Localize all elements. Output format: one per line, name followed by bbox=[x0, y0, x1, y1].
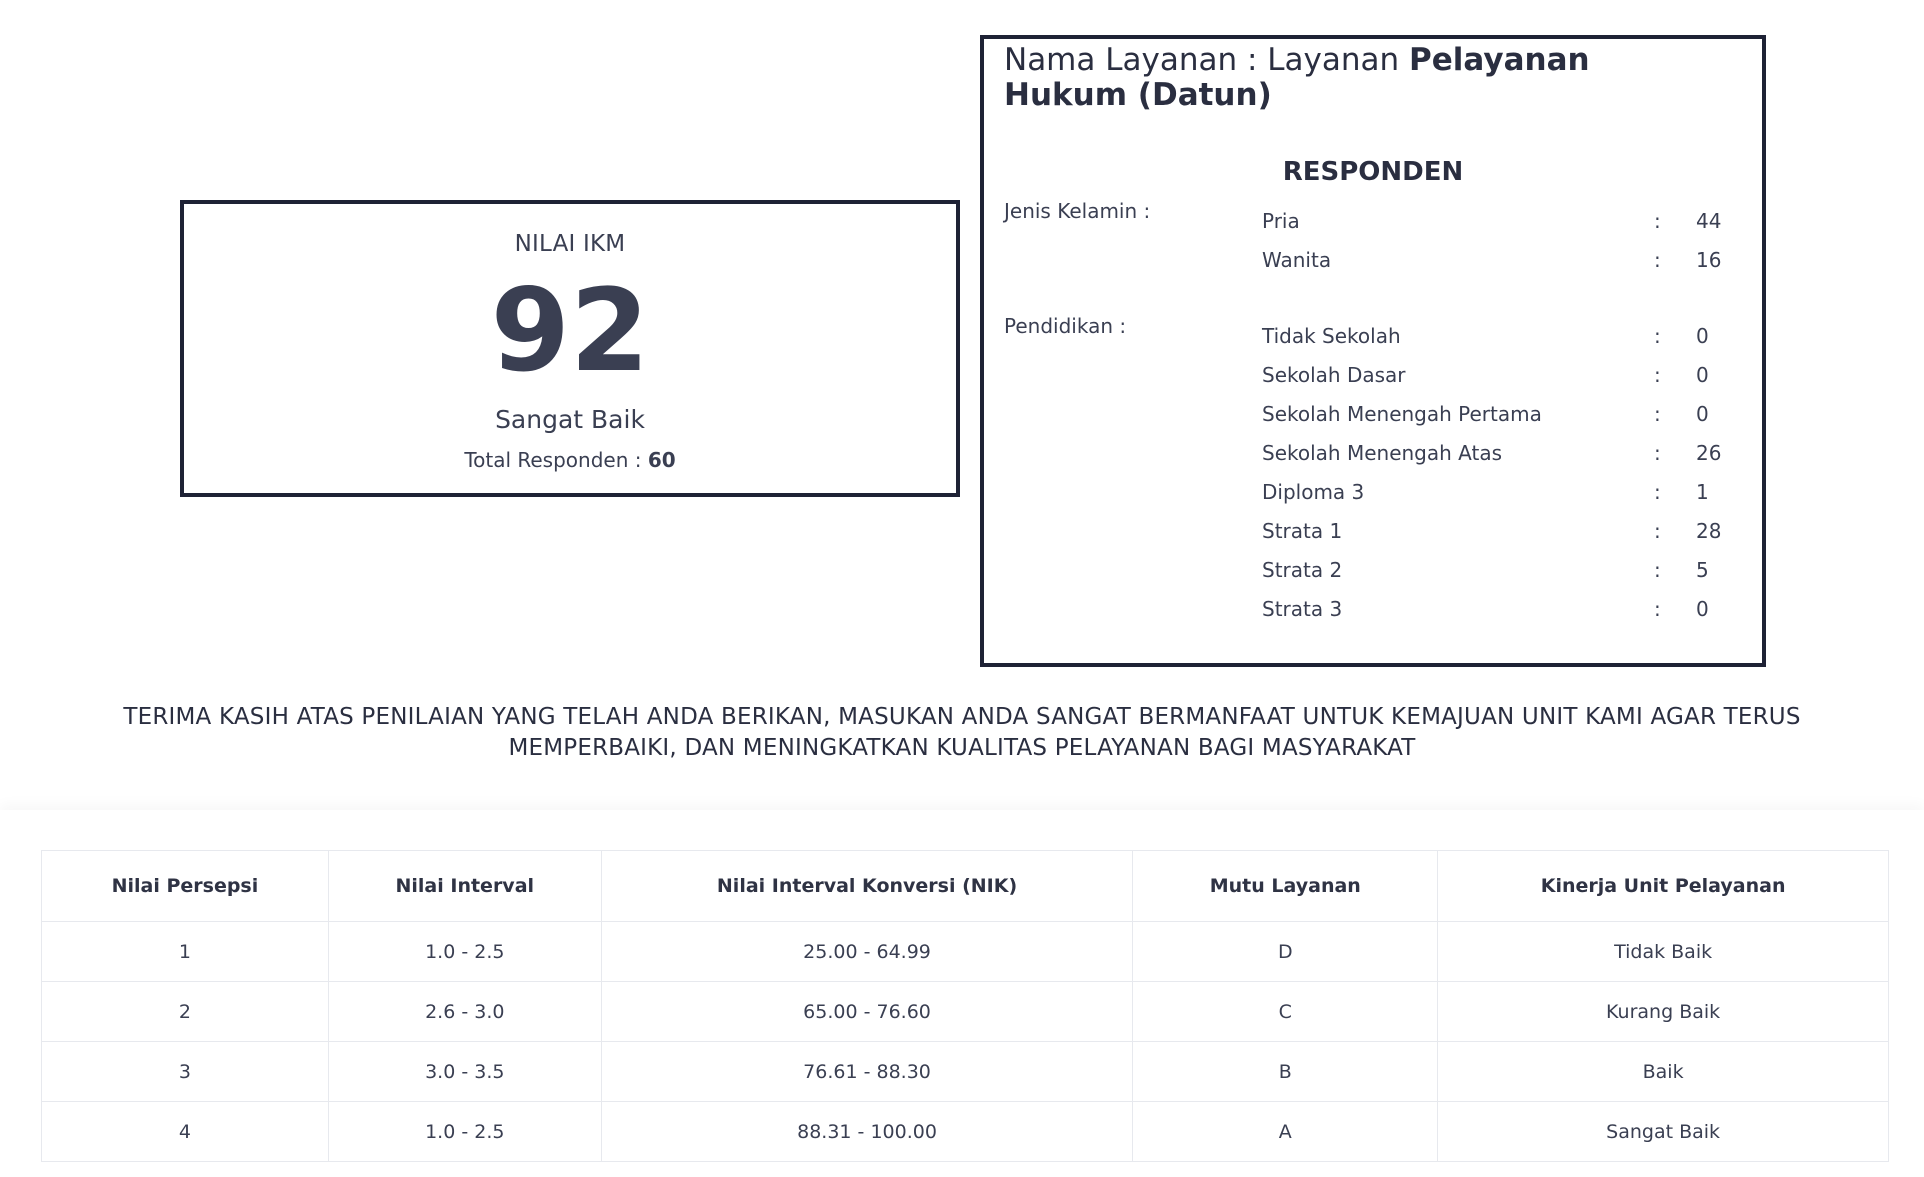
table-row bbox=[42, 982, 1889, 1042]
colon-separator: : bbox=[1654, 324, 1661, 348]
total-respondents-value: 60 bbox=[647, 448, 676, 472]
education-row-value: 0 bbox=[1696, 363, 1709, 387]
table-cell: 65.00 - 76.60 bbox=[601, 982, 1133, 1042]
table-cell: 2 bbox=[42, 982, 329, 1042]
education-row-value: 0 bbox=[1696, 324, 1709, 348]
table-cell: 4 bbox=[42, 1102, 329, 1162]
thank-you-message: TERIMA KASIH ATAS PENILAIAN YANG TELAH ANDA BERIKAN, MASUKAN ANDA SANGAT BERMANFAAT UNTUK KEMAJUAN UNIT KAMI AGAR TERUS MEMPERBAIKI, DAN MENINGKATKAN KUALITAS PELAYANAN BAGI MASYARAKAT bbox=[123, 704, 1801, 761]
table-header-cell: Mutu Layanan bbox=[1133, 851, 1438, 922]
respondent-heading: RESPONDEN bbox=[1282, 157, 1464, 187]
table-cell: Baik bbox=[1438, 1042, 1889, 1102]
education-row-value: 0 bbox=[1696, 402, 1709, 426]
education-row bbox=[984, 480, 1762, 519]
education-row-label: Diploma 3 bbox=[1262, 480, 1365, 504]
ikm-grade: Sangat Baik bbox=[495, 405, 645, 434]
colon-separator: : bbox=[1654, 363, 1661, 387]
table-cell: Kurang Baik bbox=[1438, 982, 1889, 1042]
colon-separator: : bbox=[1654, 441, 1661, 465]
interval-table bbox=[41, 850, 1889, 1162]
ikm-score: 92 bbox=[490, 264, 650, 397]
table-cell: A bbox=[1133, 1102, 1438, 1162]
table-body bbox=[42, 922, 1889, 1162]
ikm-title: NILAI IKM bbox=[514, 231, 626, 257]
gender-row-label: Wanita bbox=[1262, 248, 1332, 272]
education-row-value: 1 bbox=[1696, 480, 1709, 504]
table-cell: 1.0 - 2.5 bbox=[328, 922, 601, 982]
education-row bbox=[984, 441, 1762, 480]
total-respondents bbox=[184, 448, 956, 472]
table-cell: 25.00 - 64.99 bbox=[601, 922, 1133, 982]
interval-table-section bbox=[0, 810, 1924, 1177]
table-cell: 1 bbox=[42, 922, 329, 982]
table-cell: Tidak Baik bbox=[1438, 922, 1889, 982]
education-row-value: 26 bbox=[1696, 441, 1722, 465]
table-header-cell: Nilai Interval bbox=[328, 851, 601, 922]
table-cell: C bbox=[1133, 982, 1438, 1042]
education-row bbox=[984, 324, 1762, 363]
colon-separator: : bbox=[1654, 480, 1661, 504]
education-row bbox=[984, 519, 1762, 558]
table-cell: 3 bbox=[42, 1042, 329, 1102]
colon-separator: : bbox=[1654, 558, 1661, 582]
table-cell: 1.0 - 2.5 bbox=[328, 1102, 601, 1162]
education-row-value: 0 bbox=[1696, 597, 1709, 621]
table-cell: 2.6 - 3.0 bbox=[328, 982, 601, 1042]
gender-row bbox=[984, 248, 1762, 287]
table-header-row bbox=[42, 851, 1889, 922]
gender-label: Jenis Kelamin : bbox=[1004, 199, 1151, 223]
table-row bbox=[42, 1102, 1889, 1162]
gender-row-label: Pria bbox=[1262, 209, 1300, 233]
education-row-label: Strata 3 bbox=[1262, 597, 1343, 621]
service-name-label: Nama Layanan : Layanan bbox=[1004, 42, 1410, 78]
education-row-label: Strata 1 bbox=[1262, 519, 1343, 543]
colon-separator: : bbox=[1654, 519, 1661, 543]
education-row-label: Sekolah Dasar bbox=[1262, 363, 1406, 387]
education-row-value: 28 bbox=[1696, 519, 1722, 543]
table-cell: 88.31 - 100.00 bbox=[601, 1102, 1133, 1162]
table-cell: D bbox=[1133, 922, 1438, 982]
colon-separator: : bbox=[1654, 597, 1661, 621]
respondent-card bbox=[980, 35, 1766, 667]
education-row-label: Tidak Sekolah bbox=[1262, 324, 1401, 348]
education-row bbox=[984, 558, 1762, 597]
education-row-label: Strata 2 bbox=[1262, 558, 1343, 582]
education-row bbox=[984, 597, 1762, 636]
table-header-cell: Kinerja Unit Pelayanan bbox=[1438, 851, 1889, 922]
table-cell: B bbox=[1133, 1042, 1438, 1102]
gender-row bbox=[984, 209, 1762, 248]
service-name bbox=[1004, 43, 1704, 113]
education-row-label: Sekolah Menengah Pertama bbox=[1262, 402, 1542, 426]
table-cell: 76.61 - 88.30 bbox=[601, 1042, 1133, 1102]
gender-row-value: 16 bbox=[1696, 248, 1722, 272]
table-header-cell: Nilai Persepsi bbox=[42, 851, 329, 922]
colon-separator: : bbox=[1654, 209, 1661, 233]
education-row-label: Sekolah Menengah Atas bbox=[1262, 441, 1502, 465]
table-cell: Sangat Baik bbox=[1438, 1102, 1889, 1162]
service-name-value: Pelayanan Hukum (Datun) bbox=[1004, 42, 1590, 113]
colon-separator: : bbox=[1654, 248, 1661, 272]
table-header-cell: Nilai Interval Konversi (NIK) bbox=[601, 851, 1133, 922]
education-row bbox=[984, 363, 1762, 402]
table-row bbox=[42, 922, 1889, 982]
table-cell: 3.0 - 3.5 bbox=[328, 1042, 601, 1102]
education-label: Pendidikan : bbox=[1004, 314, 1127, 338]
total-respondents-label: Total Responden : bbox=[464, 448, 648, 472]
table-row bbox=[42, 1042, 1889, 1102]
ikm-score-card bbox=[180, 200, 960, 497]
gender-row-value: 44 bbox=[1696, 209, 1722, 233]
colon-separator: : bbox=[1654, 402, 1661, 426]
education-row bbox=[984, 402, 1762, 441]
education-row-value: 5 bbox=[1696, 558, 1709, 582]
